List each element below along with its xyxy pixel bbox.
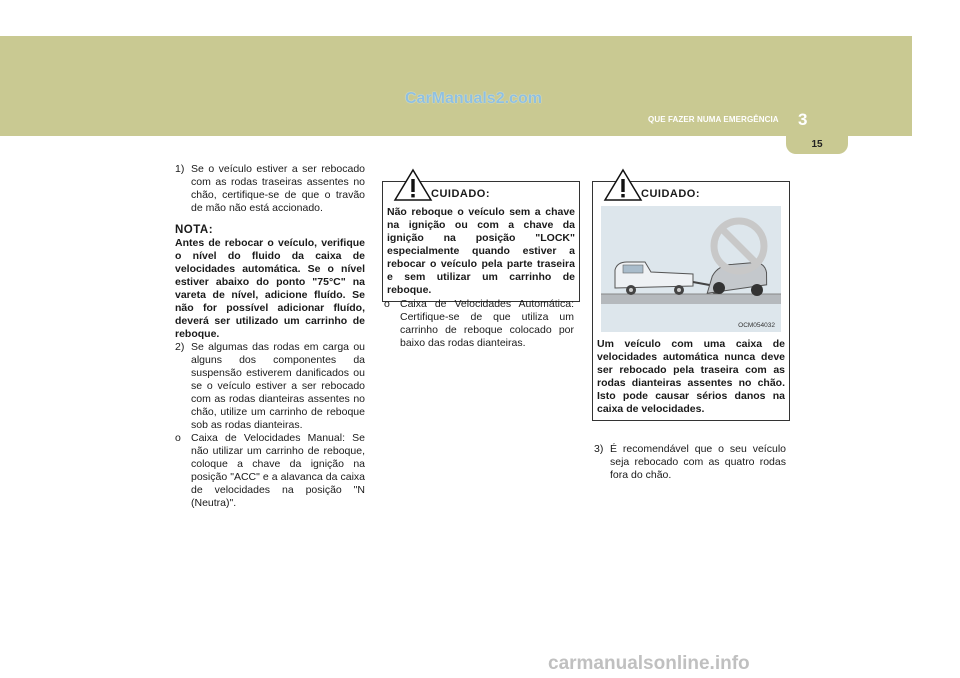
item-text: Caixa de Velocidades Automática: Certifique-se de que utiliza um carrinho de reboque colocado por baixo das rodas dianteiras. [400, 298, 574, 349]
chapter-number: 3 [798, 110, 808, 129]
towing-illustration [601, 206, 781, 332]
caution-label: CUIDADO: [641, 188, 700, 200]
warning-triangle-icon [393, 168, 433, 202]
page-number: 15 [811, 139, 823, 150]
item-marker: o [384, 298, 390, 310]
list-item [175, 341, 365, 432]
item-text: Caixa de Velocidades Manual: Se não utilizar um carrinho de reboque, coloque a chave da ignição na posição "ACC" e a alavanca da caixa de velocidades na posição "N (Neutra)". [191, 432, 365, 509]
caution-header [383, 182, 579, 206]
prohibition-icon [709, 216, 769, 276]
figure-code: OCM054032 [738, 322, 775, 329]
caution-label: CUIDADO: [431, 188, 490, 200]
watermark-link-bottom[interactable]: carmanualsonline.info [548, 653, 750, 674]
item-marker: 2) [175, 341, 185, 353]
item-text: Se algumas das rodas em carga ou alguns dos componentes da suspensão estiverem danificados ou se o veículo estiver a ser rebocado com as rodas dianteiras assentes no chão, utilize um carrinho de reboque sob as rodas dianteiras. [191, 341, 365, 431]
caution-text: Não reboque o veículo sem a chave na ignição ou com a chave da ignição na posição "LOCK" especialmente quando estiver a rebocar o veículo pela parte traseira e sem utilizar um carrinho de reboque. [387, 206, 575, 296]
warning-triangle-icon [603, 168, 643, 202]
list-item [175, 432, 365, 510]
item-marker: 1) [175, 163, 185, 175]
right-column [594, 443, 786, 491]
caution-box [592, 181, 790, 421]
note-text: Antes de rebocar o veículo, verifique o nível do fluido da caixa de velocidades automática. Se o nível estiver abaixo do ponto "75°C" na vareta de nível, adicione fluído. Se não for possível adicionar fluído, deverá ser utilizado um carrinho de reboque. [175, 237, 365, 340]
list-item [384, 298, 574, 350]
caution-text: Um veículo com uma caixa de velocidades automática nunca deve ser rebocado pela traseira com as rodas dianteiras assentes no chão. Isto pode causar sérios danos na caixa de velocidades. [597, 338, 785, 415]
chapter-title: QUE FAZER NUMA EMERGÊNCIA [648, 115, 779, 124]
item-text: É recomendável que o seu veículo seja rebocado com as quatro rodas fora do chão. [610, 443, 786, 481]
caution-box [382, 181, 580, 302]
item-text: Se o veículo estiver a ser rebocado com as rodas traseiras assentes no chão, certifique-se de que o travão de mão não está accionado. [191, 163, 365, 214]
list-item [175, 163, 365, 215]
watermark-link-top[interactable]: CarManuals2.com [405, 90, 542, 107]
middle-column [384, 298, 574, 359]
item-marker: o [175, 432, 181, 444]
note-title: NOTA: [175, 224, 214, 236]
list-item [594, 443, 786, 482]
left-column [175, 163, 365, 519]
item-marker: 3) [594, 443, 604, 455]
caution-header [593, 182, 789, 206]
